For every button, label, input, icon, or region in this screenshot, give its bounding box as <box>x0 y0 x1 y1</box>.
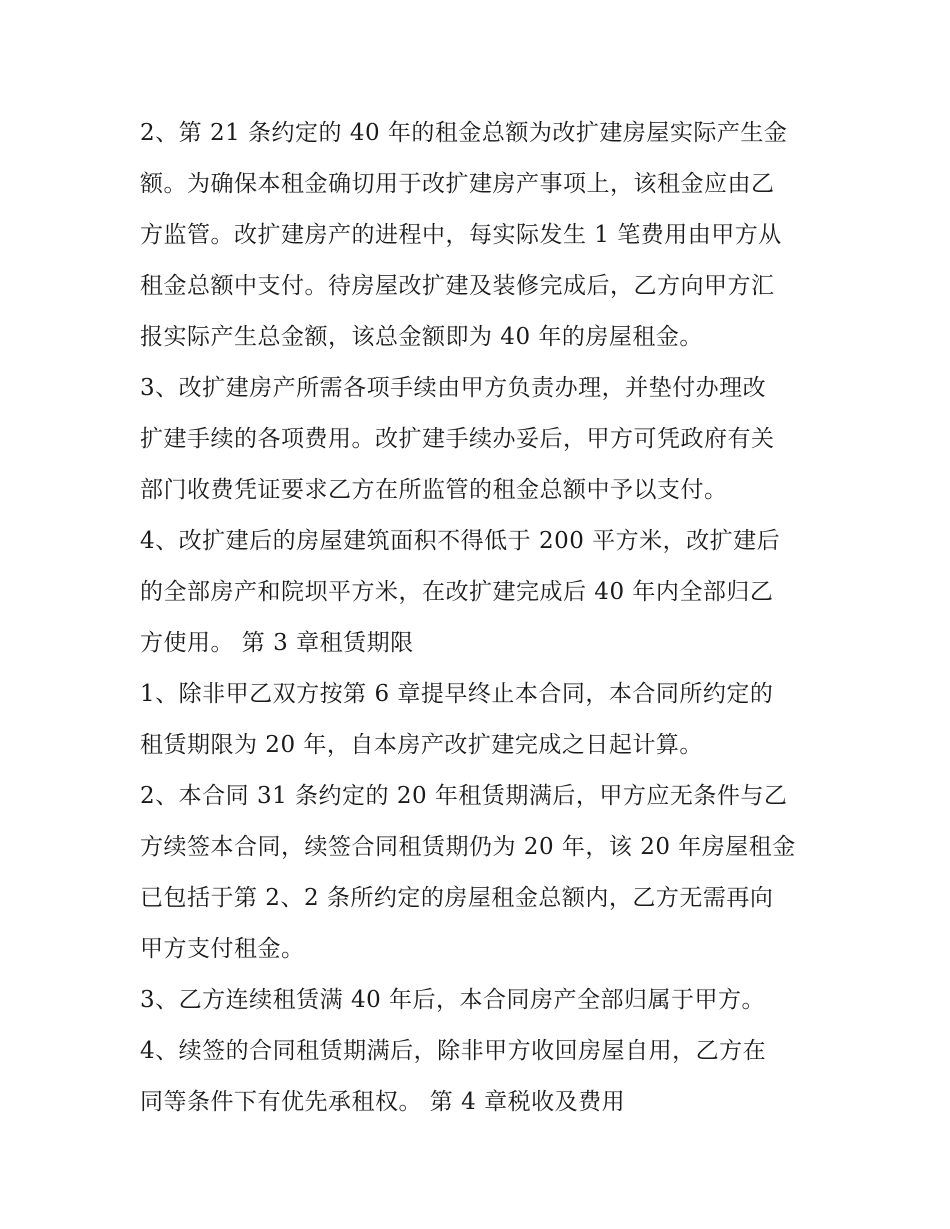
text-line: 方监管。改扩建房产的进程中，每实际发生 1 笔费用由甲方从 <box>140 222 782 248</box>
text-line: 3、改扩建房产所需各项手续由甲方负责办理，并垫付办理改 <box>140 375 767 401</box>
text-line: 方续签本合同，续签合同租赁期仍为 20 年，该 20 年房屋租金 <box>140 834 796 860</box>
text-line: 的全部房产和院坝平方米，在改扩建完成后 40 年内全部归乙 <box>140 579 774 605</box>
text-line: 1、除非甲乙双方按第 6 章提早终止本合同，本合同所约定的 <box>140 681 774 707</box>
text-line: 报实际产生总金额，该总金额即为 40 年的房屋租金。 <box>140 324 703 350</box>
text-line: 部门收费凭证要求乙方在所监管的租金总额中予以支付。 <box>140 477 728 503</box>
text-line: 4、续签的合同租赁期满后，除非甲方收回房屋自用，乙方在 <box>140 1038 767 1064</box>
text-line: 4、改扩建后的房屋建筑面积不得低于 200 平方米，改扩建后 <box>140 528 781 554</box>
text-line: 租赁期限为 20 年，自本房产改扩建完成之日起计算。 <box>140 732 703 758</box>
document-body <box>140 108 820 1128</box>
text-line: 2、第 21 条约定的 40 年的租金总额为改扩建房屋实际产生金 <box>140 120 788 146</box>
text-line: 2、本合同 31 条约定的 20 年租赁期满后，甲方应无条件与乙 <box>140 783 788 809</box>
text-line: 扩建手续的各项费用。改扩建手续办妥后，甲方可凭政府有关 <box>140 426 775 452</box>
text-line: 方使用。 第 3 章租赁期限 <box>140 630 414 656</box>
text-line: 额。为确保本租金确切用于改扩建房产事项上，该租金应由乙 <box>140 171 775 197</box>
text-line: 3、乙方连续租赁满 40 年后，本合同房产全部归属于甲方。 <box>140 987 766 1013</box>
text-line: 同等条件下有优先承租权。 第 4 章税收及费用 <box>140 1089 626 1115</box>
text-line: 甲方支付租金。 <box>140 936 305 962</box>
text-line: 租金总额中支付。待房屋改扩建及装修完成后，乙方向甲方汇 <box>140 273 775 299</box>
text-line: 已包括于第 2、2 条所约定的房屋租金总额内，乙方无需再向 <box>140 885 774 911</box>
